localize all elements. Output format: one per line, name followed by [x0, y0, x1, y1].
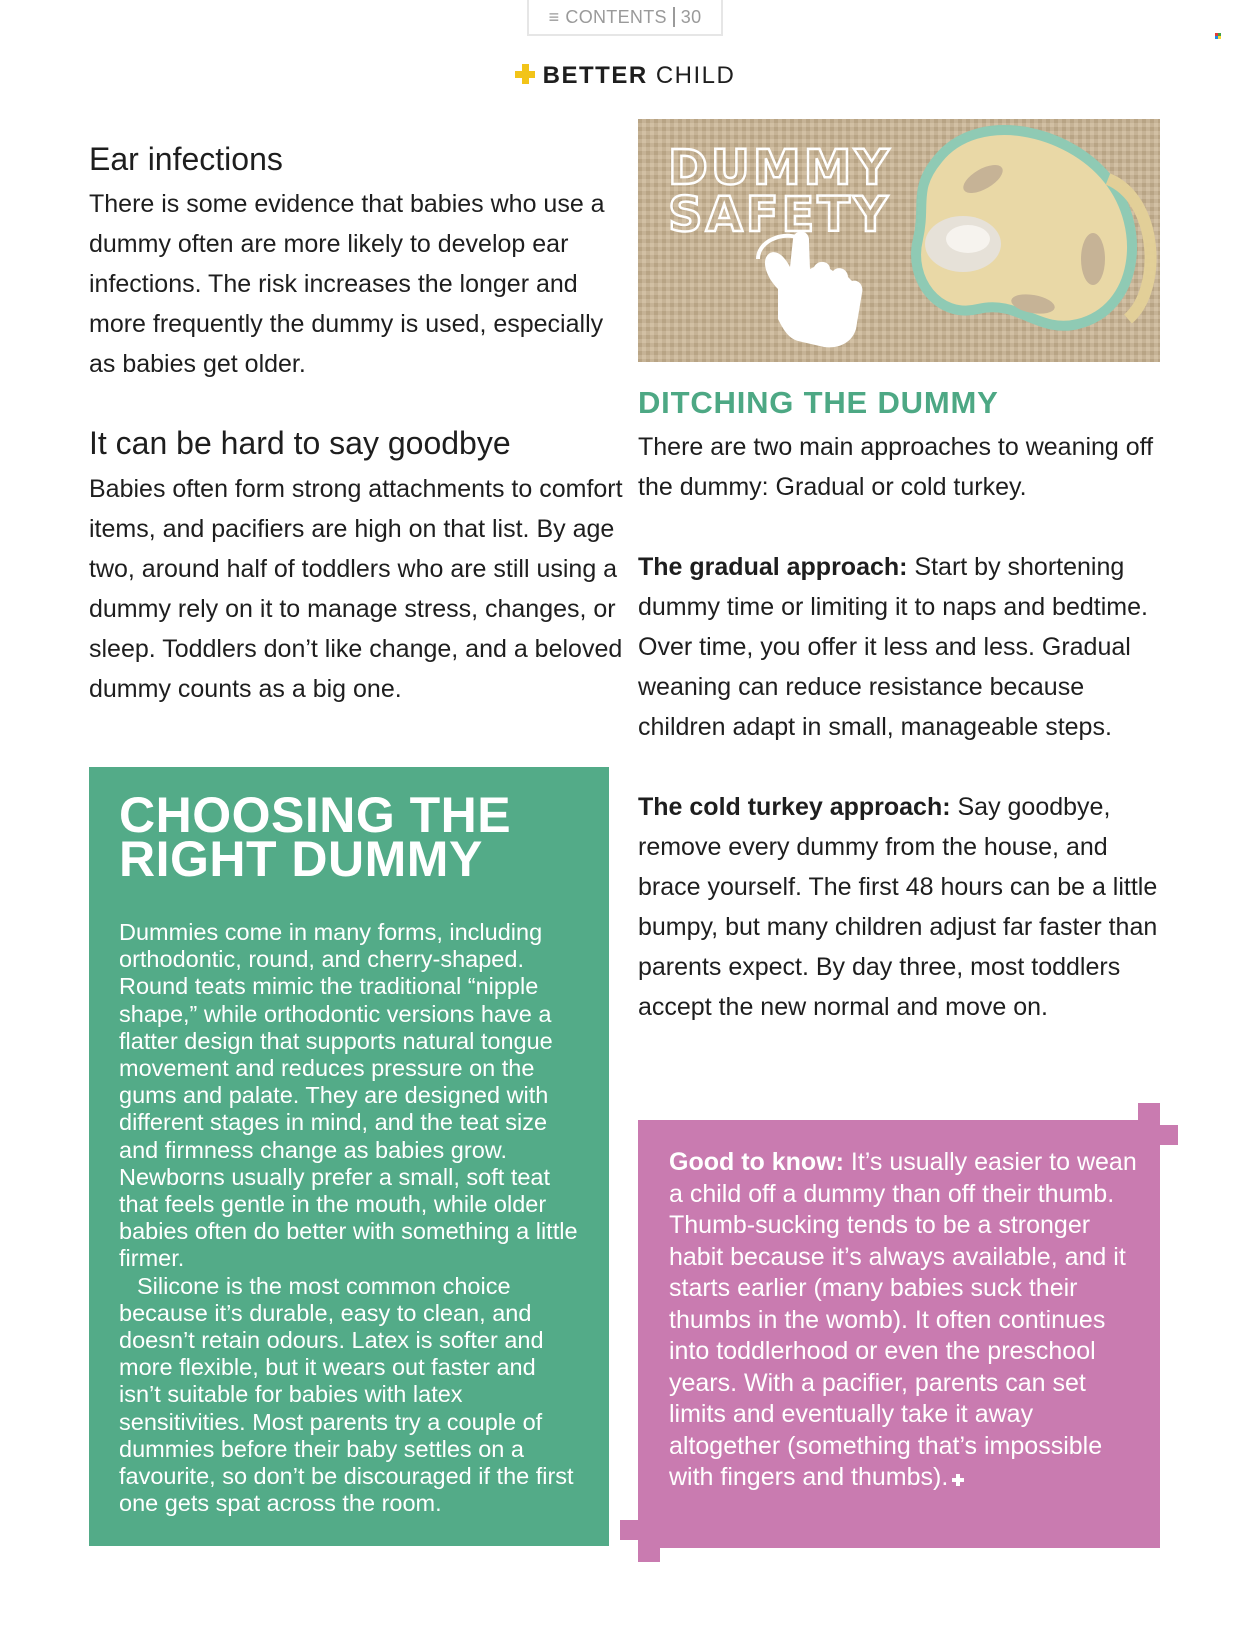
divider: [673, 7, 675, 27]
good-to-know-box: [638, 1120, 1160, 1548]
choosing-paragraph-1: Dummies come in many forms, including orthodontic, round, and cherry-shaped. Round teats mimic the traditional “nipple shape,” while orthodontic versions have a flatter design that supports natural tongue movement and reduces pressure on the gums and palate. They are designed with different stages in mind, and the teat size and firmness change as babies grow. Newborns usually prefer a small, soft teat that feels gentle in the mouth, while older babies often do better with something a little firmer.: [119, 919, 578, 1272]
menu-icon: ≡: [548, 6, 560, 27]
brand-light: CHILD: [655, 62, 736, 89]
pacifier-illustration: [638, 119, 1160, 362]
gradual-approach-paragraph: [638, 547, 1168, 747]
gradual-text: Start by shortening dummy time or limiting it to naps and bedtime. Over time, you offer it less and less. Gradual weaning can reduce resistance because children adapt in small, manageable steps.: [638, 553, 1148, 742]
cold-turkey-text: Say goodbye, remove every dummy from the house, and brace yourself. The first 48 hours can be a little bumpy, but many children adjust far faster than parents expect. By day three, most toddlers accept the new normal and move on.: [638, 793, 1158, 1022]
page-number: 30: [680, 6, 702, 27]
ear-infections-heading: Ear infections: [89, 141, 283, 177]
choosing-paragraph-2: Silicone is the most common choice because it’s durable, easy to clean, and doesn’t retain odours. Latex is softer and more flexible, but it wears out faster and isn’t suitable for babies with latex sensitivities. Most parents try a couple of dummies before their baby settles on a favourite, so don’t be discouraged if the first one gets spat across the room.: [119, 1272, 574, 1517]
section-brand: [0, 62, 1250, 90]
goodbye-heading: It can be hard to say goodbye: [89, 425, 511, 462]
contents-label: CONTENTS: [565, 6, 667, 27]
good-to-know-label: Good to know:: [669, 1148, 844, 1176]
photo-title-line2: SAFETY: [668, 187, 891, 243]
end-mark-icon: [952, 1474, 964, 1486]
plus-cross-icon: [515, 64, 535, 84]
choosing-title-line2: RIGHT DUMMY: [119, 831, 483, 887]
good-to-know-text: [669, 1147, 1140, 1494]
choosing-dummy-box: [89, 767, 609, 1546]
choosing-title-line1: CHOOSING THE: [119, 787, 512, 843]
ditching-heading: DITCHING THE DUMMY: [638, 385, 999, 420]
good-to-know-body: It’s usually easier to wean a child off a dummy than off their thumb. Thumb-sucking tends to be a stronger habit because it’s always available, and it starts earlier (many babies suck their thumbs in the womb). It often continues into toddlerhood or even the preschool years. With a pacifier, parents can set limits and eventually take it away altogether (something that’s impossible with fingers and thumbs).: [669, 1148, 1137, 1491]
goodbye-body: Babies often form strong attachments to comfort items, and pacifiers are high on that list. By age two, around half of toddlers who are still using a dummy rely on it to manage stress, changes, or sleep. Toddlers don’t like change, and a beloved dummy counts as a big one.: [89, 474, 623, 703]
brand-bold: BETTER: [542, 62, 648, 89]
dummy-safety-photo[interactable]: [638, 119, 1160, 362]
contents-tab[interactable]: [527, 0, 723, 36]
ear-infections-body: There is some evidence that babies who use a dummy often are more likely to develop ear infections. The risk increases the longer and more frequently the dummy is used, especially as babies get older.: [89, 190, 605, 379]
cold-turkey-paragraph: [638, 787, 1168, 1027]
photo-title-line1: DUMMY: [668, 140, 893, 196]
left-column: [89, 140, 629, 709]
cold-turkey-label: The cold turkey approach:: [638, 793, 951, 822]
right-column: [638, 384, 1168, 1027]
corner-mark-icon: [1215, 33, 1221, 39]
gradual-label: The gradual approach:: [638, 553, 908, 582]
ditching-intro: There are two main approaches to weaning off the dummy: Gradual or cold turkey.: [638, 433, 1154, 502]
choosing-dummy-title: [119, 787, 581, 887]
